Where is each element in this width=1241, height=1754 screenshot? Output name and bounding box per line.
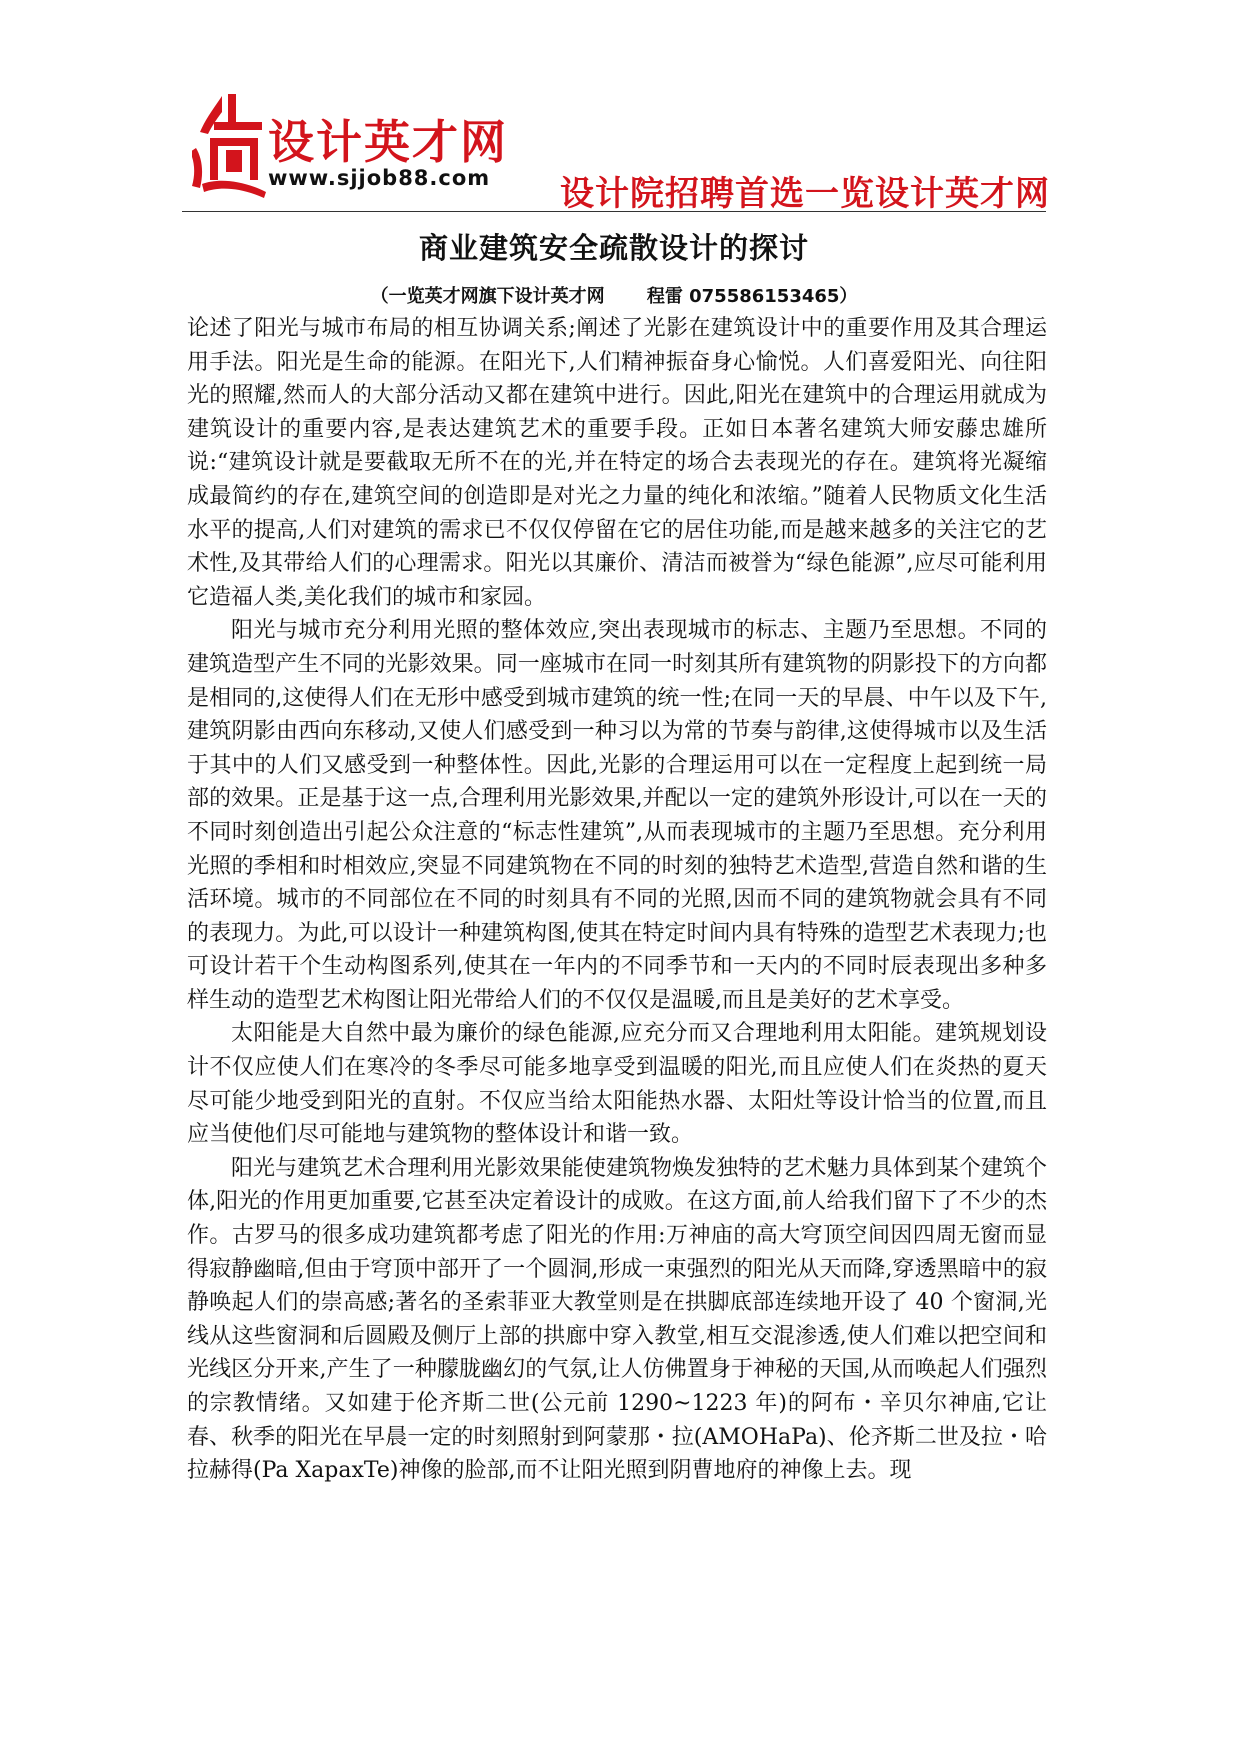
article-byline <box>182 282 1046 308</box>
paragraph: 阳光与城市充分利用光照的整体效应,突出表现城市的标志、主题乃至思想。不同的建筑造型产生不同的光影效果。同一座城市在同一时刻其所有建筑物的阴影投下的方向都是相同的,这使得人们在无形中感受到城市建筑的统一性;在同一天的早晨、中午以及下午,建筑阴影由西向东移动,又使人们感受到一种习以为常的节奏与韵律,这使得城市以及生活于其中的人们又感受到一种整体性。因此,光影的合理运用可以在一定程度上起到统一局部的效果。正是基于这一点,合理利用光影效果,并配以一定的建筑外形设计,可以在一天的不同时刻创造出引起公众注意的“标志性建筑”,从而表现城市的主题乃至思想。充分利用光照的季相和时相效应,突显不同建筑物在不同的时刻的独特艺术造型,营造自然和谐的生活环境。城市的不同部位在不同的时刻具有不同的光照,因而不同的建筑物就会具有不同的表现力。为此,可以设计一种建筑构图,使其在特定时间内具有特殊的造型艺术表现力;也可设计若干个生动构图系列,使其在一年内的不同季节和一天内的不同时辰表现出多种多样生动的造型艺术构图让阳光带给人们的不仅仅是温暖,而且是美好的艺术享受。 <box>187 618 1047 1013</box>
paragraph: 阳光与建筑艺术合理利用光影效果能使建筑物焕发独特的艺术魅力具体到某个建筑个体,阳光的作用更加重要,它甚至决定着设计的成败。在这方面,前人给我们留下了不少的杰作。古罗马的很多成功建筑都考虑了阳光的作用:万神庙的高大穹顶空间因四周无窗而显得寂静幽暗,但由于穹顶中部开了一个圆洞,形成一束强烈的阳光从天而降,穿透黑暗中的寂静唤起人们的崇高感;著名的圣索菲亚大教堂则是在拱脚底部连续地开设了 40 个窗洞,光线从这些窗洞和后圆殿及侧厅上部的拱廊中穿入教堂,相互交混渗透,使人们难以把空间和光线区分开来,产生了一种朦胧幽幻的气氛,让人仿佛置身于神秘的天国,从而唤起人们强烈的宗教情绪。又如建于伦齐斯二世(公元前 1290~1223 年)的阿布・辛贝尔神庙,它让春、秋季的阳光在早晨一定的时刻照射到阿蒙那・拉(AMOHaPa)、伦齐斯二世及拉・哈拉赫得(Pa XapaxTe)神像的脸部,而不让阳光照到阴曹地府的神像上去。现 <box>187 1155 1047 1484</box>
header-divider <box>182 211 1046 212</box>
byline-author: 程雷 075586153465） <box>646 286 858 307</box>
page-header <box>180 88 1050 212</box>
article-body <box>187 312 1047 1488</box>
paragraph: 太阳能是大自然中最为廉价的绿色能源,应充分而又合理地利用太阳能。建筑规划设计不仅应使人们在寒冷的冬季尽可能多地享受到温暖的阳光,而且应使人们在炎热的夏天尽可能少地受到阳光的直射。不仅应当给太阳能热水器、太阳灶等设计恰当的位置,而且应当使他们尽可能地与建筑物的整体设计和谐一致。 <box>187 1021 1047 1148</box>
lan-character-logo-icon <box>192 88 270 198</box>
logo-text: 设计英才网 <box>268 115 508 169</box>
article-title: 商业建筑安全疏散设计的探讨 <box>418 231 809 265</box>
byline-source: （一览英才网旗下设计英才网 <box>370 286 605 307</box>
header-slogan: 设计院招聘首选一览设计英才网 <box>560 174 1050 214</box>
paragraph: 论述了阳光与城市布局的相互协调关系;阐述了光影在建筑设计中的重要作用及其合理运用手法。阳光是生命的能源。在阳光下,人们精神振奋身心愉悦。人们喜爱阳光、向往阳光的照耀,然而人的大部分活动又都在建筑中进行。因此,阳光在建筑中的合理运用就成为建筑设计的重要内容,是表达建筑艺术的重要手段。正如日本著名建筑大师安藤忠雄所说:“建筑设计就是要截取无所不在的光,并在特定的场合去表现光的存在。建筑将光凝缩成最简约的存在,建筑空间的创造即是对光之力量的纯化和浓缩。”随着人民物质文化生活水平的提高,人们对建筑的需求已不仅仅停留在它的居住功能,而是越来越多的关注它的艺术性,及其带给人们的心理需求。阳光以其廉价、清洁而被誉为“绿色能源”,应尽可能利用它造福人类,美化我们的城市和家园。 <box>187 316 1047 610</box>
logo-url[interactable]: www.sjjob88.com <box>268 166 491 190</box>
